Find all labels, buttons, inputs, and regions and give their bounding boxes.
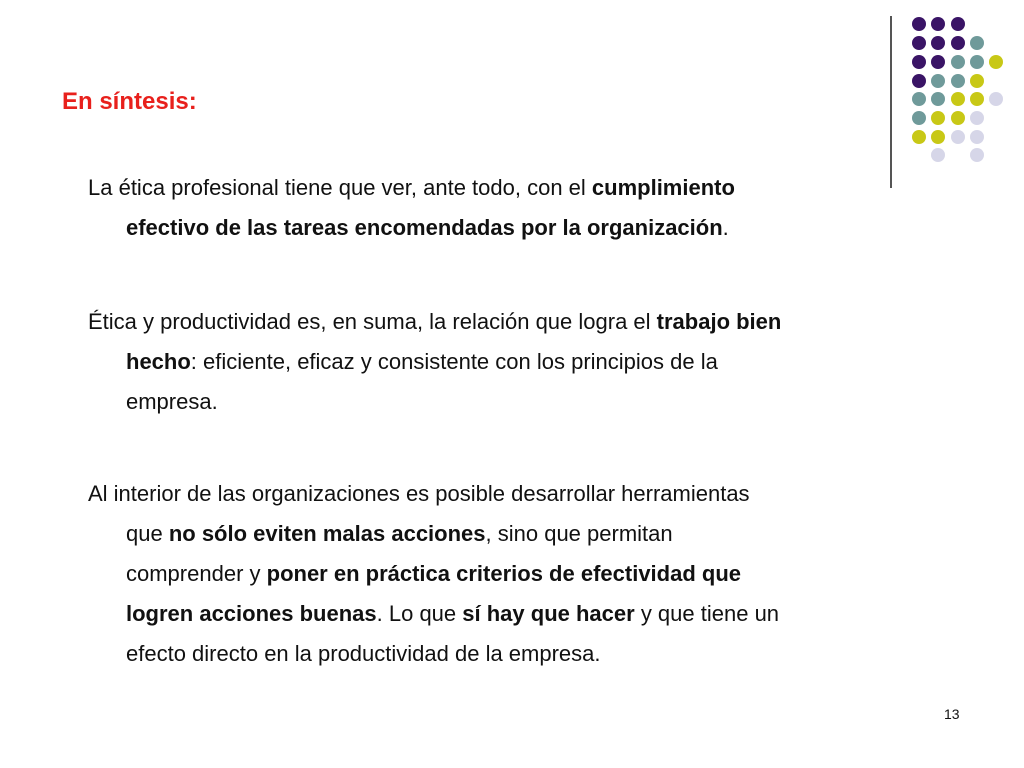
- decorative-dot: [912, 130, 926, 144]
- slide-title: En síntesis:: [62, 88, 197, 115]
- decorative-dot: [970, 130, 984, 144]
- decorative-dot: [931, 148, 945, 162]
- decorative-dot: [951, 111, 965, 125]
- paragraph-1-line-2: efectivo de las tareas encomendadas por la organización.: [126, 215, 729, 240]
- decorative-dot: [912, 111, 926, 125]
- decorative-dot: [970, 74, 984, 88]
- decorative-dot: [951, 74, 965, 88]
- paragraph-3-line-1: Al interior de las organizaciones es posible desarrollar herramientas: [88, 481, 750, 506]
- paragraph-2-line-3: empresa.: [126, 389, 218, 414]
- paragraph-1-line-1: La ética profesional tiene que ver, ante todo, con el cumplimiento: [88, 175, 735, 200]
- paragraph-3-line-4: logren acciones buenas. Lo que sí hay que hacer y que tiene un: [126, 601, 780, 626]
- decorative-dot: [912, 92, 926, 106]
- paragraph-1: [88, 168, 908, 248]
- paragraph-2-line-1: Ética y productividad es, en suma, la relación que logra el trabajo bien: [88, 309, 782, 334]
- decorative-dot: [970, 111, 984, 125]
- decorative-dot: [951, 130, 965, 144]
- page-number: 13: [944, 706, 960, 722]
- decorative-dot: [912, 55, 926, 69]
- decorative-dot: [931, 74, 945, 88]
- decorative-dot: [951, 36, 965, 50]
- decorative-dot: [912, 36, 926, 50]
- decorative-dot: [931, 130, 945, 144]
- decorative-dot: [989, 55, 1003, 69]
- decorative-dot: [912, 17, 926, 31]
- paragraph-2-line-2: hecho: eficiente, eficaz y consistente con los principios de la: [126, 349, 718, 374]
- paragraph-3-line-3: comprender y poner en práctica criterios de efectividad que: [126, 561, 741, 586]
- decorative-dot: [989, 92, 1003, 106]
- vertical-divider: [890, 16, 892, 188]
- decorative-dot: [970, 92, 984, 106]
- decorative-dot: [931, 36, 945, 50]
- paragraph-3: [88, 474, 908, 674]
- decorative-dot: [931, 111, 945, 125]
- decorative-dot: [970, 55, 984, 69]
- decorative-dot: [970, 148, 984, 162]
- paragraph-3-line-2: que no sólo eviten malas acciones, sino que permitan: [126, 521, 673, 546]
- decorative-dot: [931, 92, 945, 106]
- paragraph-3-line-5: efecto directo en la productividad de la empresa.: [126, 641, 601, 666]
- decorative-dot: [951, 55, 965, 69]
- decorative-dot: [912, 74, 926, 88]
- decorative-dot: [970, 36, 984, 50]
- decorative-dot: [951, 92, 965, 106]
- decorative-dot: [931, 55, 945, 69]
- decorative-dot: [931, 17, 945, 31]
- decorative-dot: [951, 17, 965, 31]
- paragraph-2: [88, 302, 908, 422]
